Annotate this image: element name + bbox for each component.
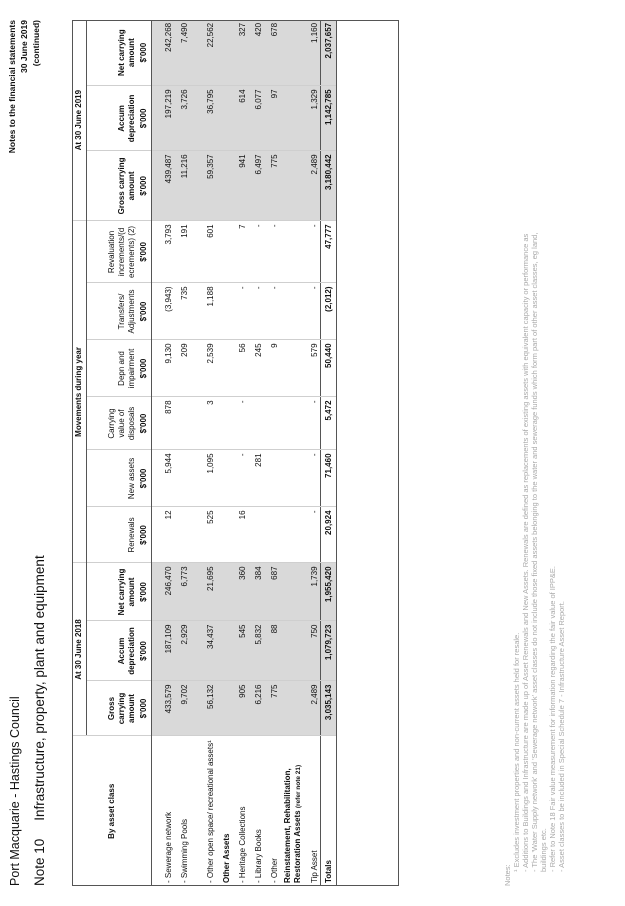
table-cell [280, 340, 304, 397]
row-label-text: - Swimming Pools [180, 818, 189, 883]
row-label-text: - Other [270, 858, 279, 883]
table-cell: 878 [152, 397, 175, 450]
totals-cell: 20,924 [321, 507, 337, 563]
unit-label: $'000 [137, 507, 152, 563]
note-line: - Refer to Note 18 Fair value measurement for information regarding the fair value of IPP&E. [548, 566, 557, 872]
table-cell: 191 [174, 221, 190, 283]
table-cell: 5,944 [152, 450, 175, 507]
table-row [152, 20, 175, 886]
unit-label: $'000 [137, 563, 152, 621]
header-right-line2: 30 June 2019 [19, 20, 29, 73]
table-cell: - [248, 221, 264, 283]
table-cell: 7 [232, 221, 248, 283]
table-cell: - [304, 283, 321, 340]
col-header: Accum depreciation [87, 621, 138, 681]
row-label [248, 736, 264, 886]
table-cell: 420 [248, 20, 264, 86]
row-label-text: - Sewerage network [164, 811, 173, 883]
table-cell: - [264, 221, 280, 283]
row-label [216, 736, 232, 886]
table-cell [216, 340, 232, 397]
table-cell: 545 [232, 621, 248, 681]
table-cell: 6,497 [248, 151, 264, 221]
unit-label: $'000 [137, 450, 152, 507]
table-cell [264, 450, 280, 507]
row-label-suffix: (refer note 21) [295, 764, 302, 809]
table-cell: 1,188 [190, 283, 216, 340]
table-cell: - [232, 450, 248, 507]
row-label [174, 736, 190, 886]
table-row [190, 20, 216, 886]
table-row [248, 20, 264, 886]
col-header: Gross carrying amount [87, 681, 138, 736]
table-cell [216, 221, 232, 283]
table-cell: 439,487 [152, 151, 175, 221]
note-line: buildings etc. [539, 828, 548, 872]
row-label-text: - Heritage Collections [238, 806, 247, 883]
table-cell: 97 [264, 86, 280, 151]
col-header: Depn and impairment [87, 340, 138, 397]
table-cell: 1,160 [304, 20, 321, 86]
table-cell: 88 [264, 621, 280, 681]
note-line: - The 'Water Supply network' and 'Sewerage network' asset classes do not include those fixed assets belonging to the water and sewerage funds which form part of other asset classes, eg land, [530, 232, 539, 872]
totals-cell: 5,472 [321, 397, 337, 450]
table-cell: 246,470 [152, 563, 175, 621]
group-close: At 30 June 2019 [72, 20, 87, 221]
notes-section [503, 233, 566, 886]
table-cell [280, 221, 304, 283]
table-cell [280, 151, 304, 221]
table-cell: 9,702 [174, 681, 190, 736]
table-cell: 6,773 [174, 563, 190, 621]
group-movements: Movements during year [72, 221, 87, 563]
col-header: Net carrying amount [87, 563, 138, 621]
table-cell [280, 397, 304, 450]
notes-heading: Notes: [503, 864, 512, 886]
table-cell: 16 [232, 507, 248, 563]
table-cell: 2,929 [174, 621, 190, 681]
note-title: Infrastructure, property, plant and equipment [32, 555, 47, 821]
col-header: Gross carrying amount [87, 151, 138, 221]
note-line: - Asset classes to be included in Special Schedule 7 - Infrastructure Asset Report. [557, 601, 566, 872]
row-label-text: Reinstatement, Rehabilitation, Restoration Assets [283, 768, 302, 883]
table-cell [216, 283, 232, 340]
row-label [264, 736, 280, 886]
table-cell: 678 [264, 20, 280, 86]
unit-label: $'000 [137, 621, 152, 681]
table-cell: 775 [264, 681, 280, 736]
table-cell [216, 563, 232, 621]
table-cell [174, 507, 190, 563]
table-row [216, 20, 232, 886]
col-header: Net carrying amount [117, 29, 136, 76]
table-cell [248, 397, 264, 450]
table-cell: - [304, 450, 321, 507]
totals-cell: 71,460 [321, 450, 337, 507]
council-title: Port Macquarie - Hastings Council [8, 696, 22, 886]
group-open: At 30 June 2018 [72, 563, 87, 736]
table-cell: (3,943) [152, 283, 175, 340]
table-cell: 9 [264, 340, 280, 397]
table-cell [174, 397, 190, 450]
totals-cell: (2,012) [321, 283, 337, 340]
table-cell [216, 20, 232, 86]
unit-label: $'000 [137, 681, 152, 736]
table-cell [280, 450, 304, 507]
table-cell: 735 [174, 283, 190, 340]
table-cell: 2,489 [304, 681, 321, 736]
note-number: Note 10 [32, 838, 47, 886]
table-cell: 21,695 [190, 563, 216, 621]
totals-cell: 2,037,657 [321, 20, 337, 86]
row-label [232, 736, 248, 886]
table-cell: - [248, 283, 264, 340]
totals-cell: 1,079,723 [321, 621, 337, 681]
row-label [152, 736, 175, 886]
table-cell: - [232, 283, 248, 340]
table-cell: 56,132 [190, 681, 216, 736]
unit-label: $'000 [137, 340, 152, 397]
table-cell: 360 [232, 563, 248, 621]
totals-cell: 50,440 [321, 340, 337, 397]
table-cell: 750 [304, 621, 321, 681]
table-cell: 905 [232, 681, 248, 736]
table-cell: 3,793 [152, 221, 175, 283]
table-cell: 187,109 [152, 621, 175, 681]
header-right-line3: (continued) [31, 20, 41, 67]
table-cell: 6,077 [248, 86, 264, 151]
table-cell: 11,216 [174, 151, 190, 221]
table-cell: - [304, 397, 321, 450]
col-header: Transfers/ Adjustments [87, 283, 138, 340]
unit-label: $'000 [137, 221, 152, 283]
col-header: Revaluation increments/(d ecrements) (2) [87, 221, 138, 283]
col-header: New assets [87, 450, 138, 507]
totals-cell: 3,035,143 [321, 681, 337, 736]
col-header: Carrying value of disposals [87, 397, 138, 450]
table-cell [280, 621, 304, 681]
table-cell [280, 681, 304, 736]
row-label-text: Tip Asset [310, 850, 319, 883]
table-cell: 3,726 [174, 86, 190, 151]
table-cell: 12 [152, 507, 175, 563]
row-label-text: - Library Books [254, 829, 263, 883]
table-cell: 775 [264, 151, 280, 221]
unit-label: $'000 [137, 86, 152, 151]
table-cell: 941 [232, 151, 248, 221]
table-cell: 281 [248, 450, 264, 507]
table-cell: 1,095 [190, 450, 216, 507]
unit-label: $'000 [137, 20, 152, 86]
table-cell: 2,489 [304, 151, 321, 221]
header-right-line1: Notes to the financial statements [7, 20, 17, 154]
table-body [152, 20, 321, 886]
table-row [304, 20, 321, 886]
table-row [232, 20, 248, 886]
table-cell: 3 [190, 397, 216, 450]
table-cell [174, 450, 190, 507]
table-cell [280, 563, 304, 621]
table-cell: 327 [232, 20, 248, 86]
table-cell: 5,832 [248, 621, 264, 681]
table-cell: - [304, 507, 321, 563]
note-heading [32, 555, 47, 886]
row-label [190, 736, 216, 886]
table-cell: - [232, 397, 248, 450]
table-cell [216, 450, 232, 507]
table-cell [264, 397, 280, 450]
unit-label: $'000 [137, 151, 152, 221]
table-cell: 1,739 [304, 563, 321, 621]
table-cell: 614 [232, 86, 248, 151]
table-cell [248, 507, 264, 563]
table-cell: 59,357 [190, 151, 216, 221]
table-cell: - [304, 221, 321, 283]
table-cell: 2,539 [190, 340, 216, 397]
table-cell: 245 [248, 340, 264, 397]
unit-label: $'000 [137, 283, 152, 340]
totals-cell: 47,777 [321, 221, 337, 283]
col-header: Accum depreciation [87, 86, 138, 151]
table-cell [264, 507, 280, 563]
row-label [280, 736, 304, 886]
row-label-text: Other Assets [222, 833, 231, 883]
row-label [304, 736, 321, 886]
table-cell [216, 621, 232, 681]
table-cell [216, 507, 232, 563]
unit-label: $'000 [137, 397, 152, 450]
table-cell [280, 507, 304, 563]
table-cell: 36,795 [190, 86, 216, 151]
table-cell: 34,437 [190, 621, 216, 681]
note-line: - Additions to Buildings and Infrastructure are made up of Asset Renewals and New Assets. Renewals are defined as replacements of existing assets with equivalent capacity or performance as [521, 233, 530, 872]
table-cell [280, 20, 304, 86]
table-cell: 525 [190, 507, 216, 563]
table-cell [280, 86, 304, 151]
table-cell [216, 681, 232, 736]
col-header: Renewals [87, 507, 138, 563]
table-cell: 433,579 [152, 681, 175, 736]
table-cell [216, 86, 232, 151]
totals-cell: 3,180,442 [321, 151, 337, 221]
totals-cell: 1,955,420 [321, 563, 337, 621]
row-label-text: - Other open space/ recreational assets¹ [206, 740, 215, 883]
table-cell: 687 [264, 563, 280, 621]
ippe-table [72, 20, 337, 886]
by-asset-class-header: By asset class [72, 736, 152, 886]
table-cell: 1,329 [304, 86, 321, 151]
table-cell: 601 [190, 221, 216, 283]
note-line: ¹ Excludes investment properties and non-current assets held for resale. [512, 632, 521, 872]
table-cell: 209 [174, 340, 190, 397]
table-cell [216, 397, 232, 450]
totals-label: Totals [321, 736, 337, 886]
totals-cell: 1,142,785 [321, 86, 337, 151]
table-row [264, 20, 280, 886]
table-cell: 9,130 [152, 340, 175, 397]
table-cell: 242,268 [152, 20, 175, 86]
table-cell: 7,490 [174, 20, 190, 86]
table-cell [216, 151, 232, 221]
table-row [174, 20, 190, 886]
header-right [6, 20, 42, 153]
table-cell: 384 [248, 563, 264, 621]
table-row [280, 20, 304, 886]
table-cell: 197,219 [152, 86, 175, 151]
table-cell: - [264, 283, 280, 340]
table-cell: 22,562 [190, 20, 216, 86]
table-cell [280, 283, 304, 340]
table-cell: 56 [232, 340, 248, 397]
table-cell: 579 [304, 340, 321, 397]
table-cell: 6,216 [248, 681, 264, 736]
